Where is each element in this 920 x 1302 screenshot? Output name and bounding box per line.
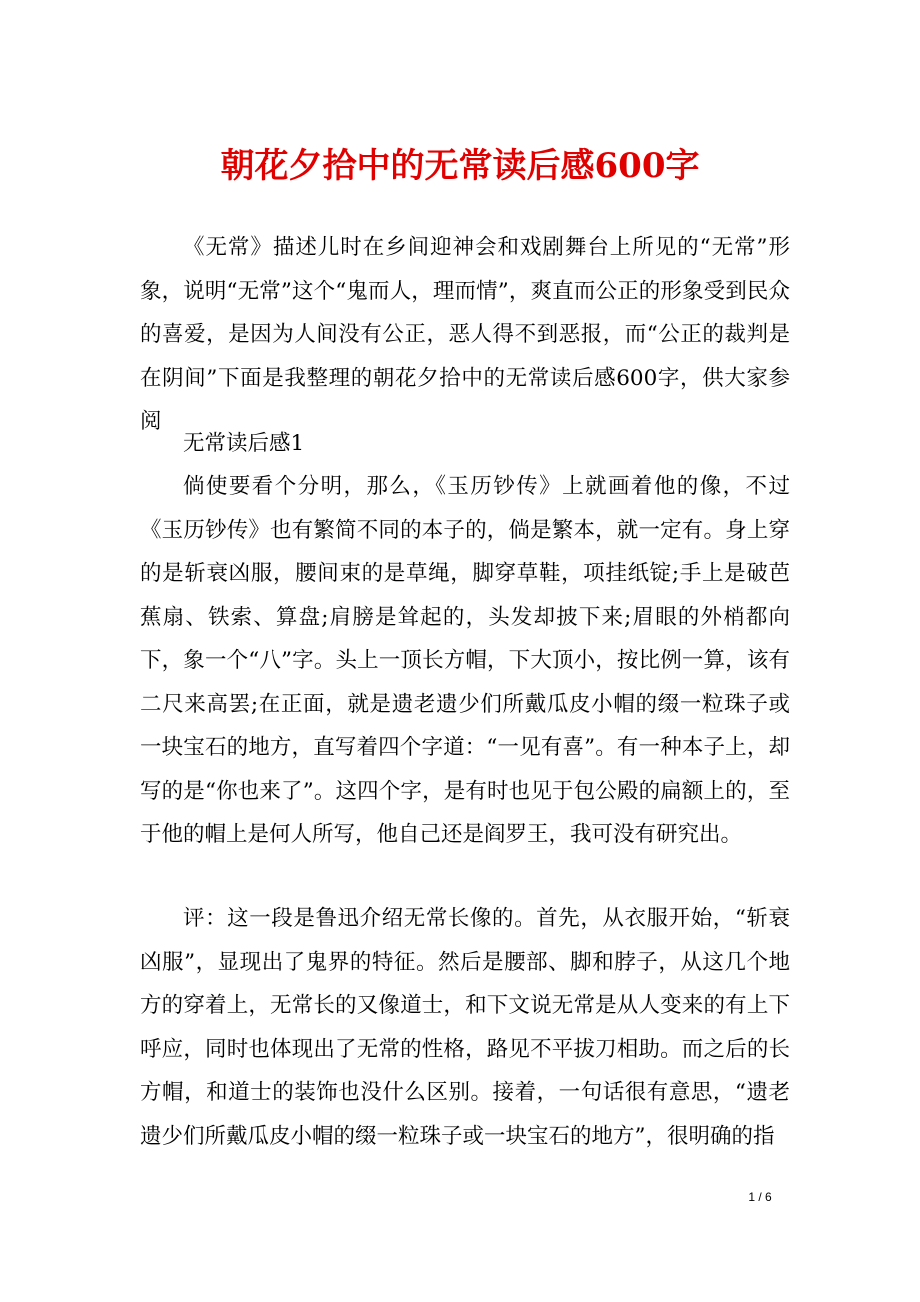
page-number: 1 / 6 bbox=[748, 1190, 772, 1204]
commentary-paragraph: 评：这一段是鲁迅介绍无常长像的。首先，从衣服开始，“斩衰凶服”，显现出了鬼界的特征。然后是腰部、脚和脖子，从这几个地方的穿着上，无常长的又像道士，和下文说无常是从人变来的有上下呼应，同时也体现出了无常的性格，路见不平拔刀相助。而之后的长方帽，和道士的装饰也没什么区别。接着，一句话很有意思，“遗老遗少们所戴瓜皮小帽的缀一粒珠子或一块宝石的地方”，很明确的指 bbox=[140, 906, 790, 1149]
section-heading: 无常读后感1 bbox=[183, 431, 305, 456]
body-paragraph: 倘使要看个分明，那么，《玉历钞传》上就画着他的像，不过《玉历钞传》也有繁简不同的本子的，倘是繁本，就一定有。身上穿的是斩衰凶服，腰间束的是草绳，脚穿草鞋，项挂纸锭;手上是破芭蕉扇、铁索、算盘;肩膀是耸起的，头发却披下来;眉眼的外梢都向下，象一个“八”字。头上一顶长方帽，下大顶小，按比例一算，该有二尺来高罢;在正面，就是遗老遗少们所戴瓜皮小帽的缀一粒珠子或一块宝石的地方，直写着四个字道：“一见有喜”。有一种本子上，却写的是“你也来了”。这四个字，是有时也见于包公殿的扁额上的，至于他的帽上是何人所写，他自己还是阎罗王，我可没有研究出。 bbox=[140, 474, 790, 847]
document-title: 朝花夕拾中的无常读后感600字 bbox=[220, 146, 700, 186]
intro-paragraph: 《无常》描述儿时在乡间迎神会和戏剧舞台上所见的“无常”形象，说明“无常”这个“鬼而人，理而情”，爽直而公正的形象受到民众的喜爱，是因为人间没有公正，恶人得不到恶报，而“公正的裁判是在阴间”下面是我整理的朝花夕拾中的无常读后感600字，供大家参阅 bbox=[140, 235, 790, 434]
